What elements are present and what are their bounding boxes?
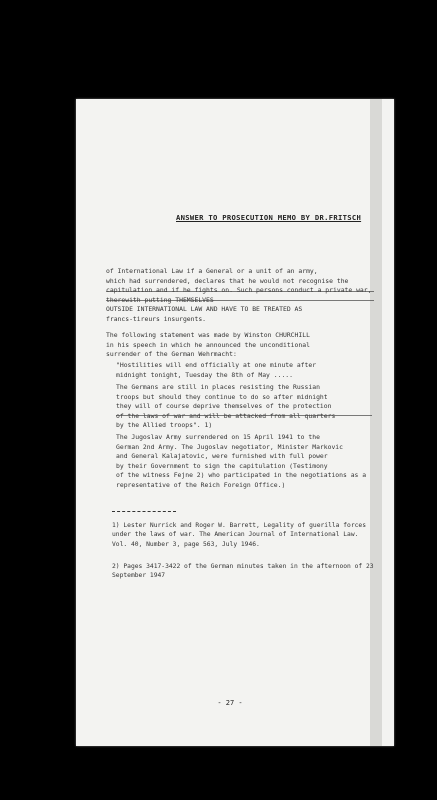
footnote-rule [112, 511, 176, 512]
footnote-2: 2) Pages 3417-3422 of the German minutes taken in the afternoon of 23 September 1947 [112, 563, 374, 580]
paragraph-4: The Jugoslav Army surrendered on 15 April 1941 to the German 2nd Army. The Jugoslav negotiator, Minister Markovic and General Kalajatovic, were furnished with full power by their Government to sign the capitulation (Testimony of the witness Fejne 2) who participated in the negotiations as a representative of the Reich Foreign Office.) [116, 433, 367, 489]
paragraph-2: The following statement was made by Winston CHURCHILL in his speech in which he announced the unconditional surrender of the German Wehrmacht: [106, 331, 310, 359]
page-number: - 27 - [217, 699, 243, 707]
strikethrough-line [116, 415, 372, 416]
footnote-1: 1) Lester Nurrick and Roger W. Barrett, Legality of guerilla forces under the laws of war. The American Journal of International Law. Vol. 40, Number 3, page 563, July 1946. [112, 522, 367, 548]
paragraph-3: The Germans are still in places resisting the Russian troops but should they continue to do so after midnight they will of course deprive themselves of the protection by the Allied troops". 1) [116, 383, 332, 430]
document-heading: ANSWER TO PROSECUTION MEMO BY DR.FRITSCH [176, 213, 362, 222]
paragraph-quote: "Hostilities will end officially at one minute after midnight tonight, Tuesday the 8th of May ..... [116, 361, 317, 379]
strikethrough-line [106, 291, 374, 292]
paragraph-1: of International Law if a General or a unit of an army, which had surrendered, declares that he would not recognise the OUTSIDE INTERNATIONAL LAW AND HAVE TO BE TREATED AS francs-tireurs insurgents. [106, 267, 349, 323]
strikethrough-line [106, 300, 374, 301]
